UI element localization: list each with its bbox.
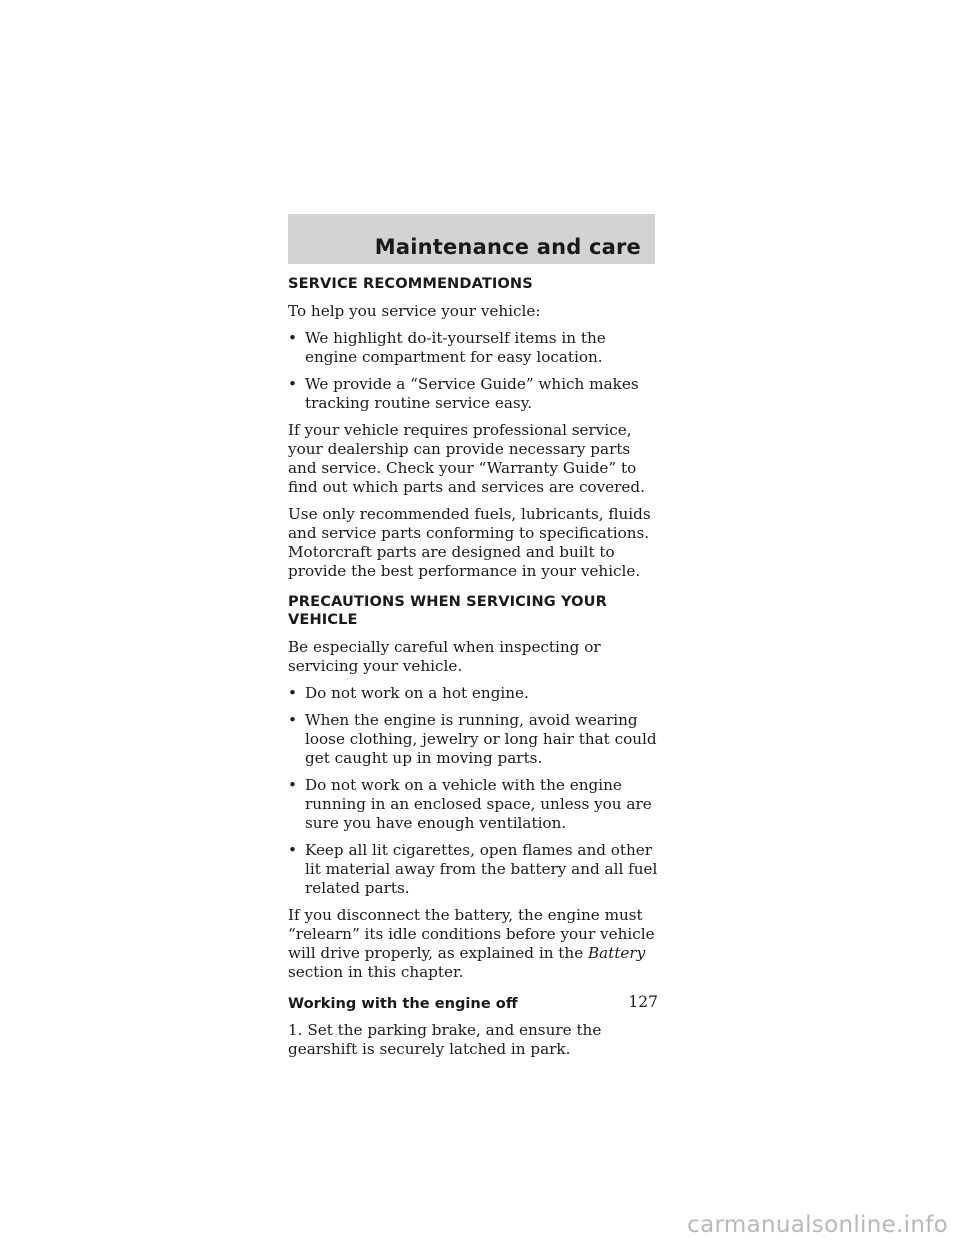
list-item [288, 329, 658, 367]
battery-section-reference: Battery [588, 944, 646, 962]
chapter-header-bar [288, 214, 655, 264]
list-item-text: We highlight do-it-yourself items in the engine compartment for easy location. [305, 329, 606, 366]
list-item [288, 841, 658, 898]
service-bullet-list [288, 329, 658, 413]
list-item-text: When the engine is running, avoid wearing loose clothing, jewelry or long hair that could get caught up in moving parts. [305, 711, 657, 767]
page-content [288, 275, 658, 1067]
battery-text-after: section in this chapter. [288, 963, 464, 981]
bullet-icon: • [288, 375, 297, 393]
list-item [288, 375, 658, 413]
heading-service-recommendations: SERVICE RECOMMENDATIONS [288, 275, 533, 292]
list-item [288, 711, 658, 768]
heading-precautions-line2: VEHICLE [288, 611, 358, 628]
list-item-text: Do not work on a vehicle with the engine running in an enclosed space, unless you are sure you have enough ventilation. [305, 776, 652, 832]
professional-service-paragraph: If your vehicle requires professional service, your dealership can provide necessary parts and service. Check your “Warranty Guide” to find out which parts and services are covered. [288, 421, 645, 496]
service-intro: To help you service your vehicle: [288, 302, 541, 320]
bullet-icon: • [288, 329, 297, 347]
battery-text-before: If you disconnect the battery, the engine must “relearn” its idle conditions before your vehicle will drive properly, as explained in the [288, 906, 655, 962]
precautions-intro: Be especially careful when inspecting or servicing your vehicle. [288, 638, 601, 675]
list-item-text: We provide a “Service Guide” which makes tracking routine service easy. [305, 375, 639, 412]
precautions-bullet-list [288, 684, 658, 898]
heading-engine-off: Working with the engine off [288, 995, 518, 1012]
footer-watermark: carmanualsonline.info [687, 1212, 948, 1238]
list-item-text: Keep all lit cigarettes, open flames and other lit material away from the battery and all fuel related parts. [305, 841, 658, 897]
bullet-icon: • [288, 776, 297, 794]
page-number: 127 [628, 993, 658, 1011]
chapter-title: Maintenance and care [374, 235, 641, 259]
heading-precautions-line1: PRECAUTIONS WHEN SERVICING YOUR [288, 593, 607, 610]
engine-off-step-1: 1. Set the parking brake, and ensure the gearshift is securely latched in park. [288, 1021, 602, 1058]
recommended-parts-paragraph: Use only recommended fuels, lubricants, fluids and service parts conforming to specifications. Motorcraft parts are designed and built to provide the best performance in your vehicle. [288, 505, 651, 580]
bullet-icon: • [288, 711, 297, 729]
bullet-icon: • [288, 841, 297, 859]
battery-paragraph [288, 906, 658, 982]
list-item-text: Do not work on a hot engine. [305, 684, 529, 702]
list-item [288, 684, 658, 703]
list-item [288, 776, 658, 833]
heading-precautions [288, 593, 658, 629]
bullet-icon: • [288, 684, 297, 702]
